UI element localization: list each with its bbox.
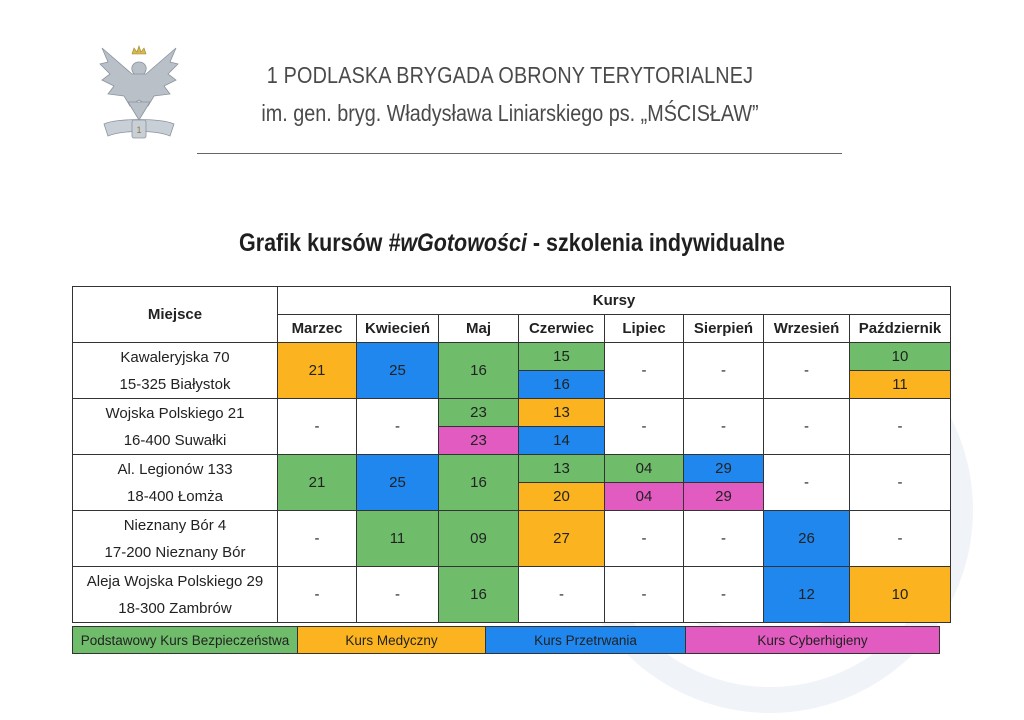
course-date-cell: 29 <box>684 455 764 483</box>
month-header: Czerwiec <box>519 315 605 343</box>
course-date-cell: 23 <box>439 427 519 455</box>
course-date-cell: 15 <box>519 343 605 371</box>
course-date-cell: 25 <box>357 455 439 511</box>
organization-patron: im. gen. bryg. Władysława Liniarskiego ps. „MŚCISŁAW” <box>261 100 759 126</box>
location-street: Nieznany Bór 4 <box>123 516 227 534</box>
course-date-cell: 26 <box>764 511 850 567</box>
empty-cell: - <box>850 511 951 567</box>
empty-cell: - <box>764 343 850 399</box>
empty-cell: - <box>357 567 439 623</box>
course-date-cell: 11 <box>850 371 951 399</box>
location-cell <box>73 399 278 455</box>
month-header: Kwiecień <box>357 315 439 343</box>
month-header: Marzec <box>278 315 357 343</box>
empty-cell: - <box>684 567 764 623</box>
empty-cell: - <box>850 399 951 455</box>
empty-cell: - <box>764 455 850 511</box>
empty-cell: - <box>764 399 850 455</box>
course-date-cell: 13 <box>519 399 605 427</box>
course-date-cell: 11 <box>357 511 439 567</box>
empty-cell: - <box>605 399 684 455</box>
location-street: Wojska Polskiego 21 <box>105 404 245 422</box>
month-header: Lipiec <box>605 315 684 343</box>
title-suffix: - szkolenia indywidualne <box>526 229 785 257</box>
course-date-cell: 25 <box>357 343 439 399</box>
empty-cell: - <box>684 511 764 567</box>
courses-header: Kursy <box>278 287 951 315</box>
location-street: Al. Legionów 133 <box>117 460 233 478</box>
course-date-cell: 23 <box>439 399 519 427</box>
course-date-cell: 04 <box>605 483 684 511</box>
legend-item: Kurs Przetrwania <box>486 626 686 654</box>
empty-cell: - <box>605 567 684 623</box>
legend-item: Podstawowy Kurs Bezpieczeństwa <box>72 626 298 654</box>
empty-cell: - <box>684 343 764 399</box>
course-legend <box>72 626 940 656</box>
location-city: 18-400 Łomża <box>127 487 223 505</box>
title-prefix: Grafik kursów <box>239 229 389 257</box>
empty-cell: - <box>278 511 357 567</box>
svg-text:1: 1 <box>136 125 142 135</box>
course-date-cell: 27 <box>519 511 605 567</box>
location-city: 15-325 Białystok <box>119 375 231 393</box>
course-date-cell: 20 <box>519 483 605 511</box>
title-hashtag: #wGotowości <box>388 229 527 257</box>
course-date-cell: 16 <box>439 343 519 399</box>
course-date-cell: 21 <box>278 343 357 399</box>
location-street: Kawaleryjska 70 <box>120 348 230 366</box>
empty-cell: - <box>357 399 439 455</box>
empty-cell: - <box>278 567 357 623</box>
location-cell <box>73 455 278 511</box>
course-date-cell: 14 <box>519 427 605 455</box>
course-schedule-table <box>72 286 951 623</box>
location-city: 16-400 Suwałki <box>123 431 227 449</box>
course-date-cell: 04 <box>605 455 684 483</box>
page-title <box>175 229 849 258</box>
course-date-cell: 21 <box>278 455 357 511</box>
empty-cell: - <box>605 511 684 567</box>
month-header: Sierpień <box>684 315 764 343</box>
location-cell <box>73 567 278 623</box>
course-date-cell: 12 <box>764 567 850 623</box>
legend-item: Kurs Cyberhigieny <box>686 626 940 654</box>
course-date-cell: 10 <box>850 567 951 623</box>
empty-cell: - <box>850 455 951 511</box>
course-date-cell: 16 <box>519 371 605 399</box>
course-date-cell: 09 <box>439 511 519 567</box>
place-column-header: Miejsce <box>73 287 278 343</box>
course-date-cell: 10 <box>850 343 951 371</box>
location-cell <box>73 511 278 567</box>
location-cell <box>73 343 278 399</box>
month-header: Październik <box>850 315 951 343</box>
empty-cell: - <box>278 399 357 455</box>
course-date-cell: 13 <box>519 455 605 483</box>
location-city: 18-300 Zambrów <box>118 599 232 617</box>
empty-cell: - <box>684 399 764 455</box>
course-date-cell: 29 <box>684 483 764 511</box>
organization-name: 1 PODLASKA BRYGADA OBRONY TERYTORIALNEJ <box>266 62 754 88</box>
empty-cell: - <box>519 567 605 623</box>
course-date-cell: 16 <box>439 455 519 511</box>
empty-cell: - <box>605 343 684 399</box>
location-street: Aleja Wojska Polskiego 29 <box>86 572 264 590</box>
location-city: 17-200 Nieznany Bór <box>104 543 246 561</box>
month-header: Wrzesień <box>764 315 850 343</box>
header-divider <box>197 153 842 154</box>
brigade-emblem-icon <box>96 40 182 148</box>
course-date-cell: 16 <box>439 567 519 623</box>
month-header: Maj <box>439 315 519 343</box>
legend-item: Kurs Medyczny <box>298 626 486 654</box>
